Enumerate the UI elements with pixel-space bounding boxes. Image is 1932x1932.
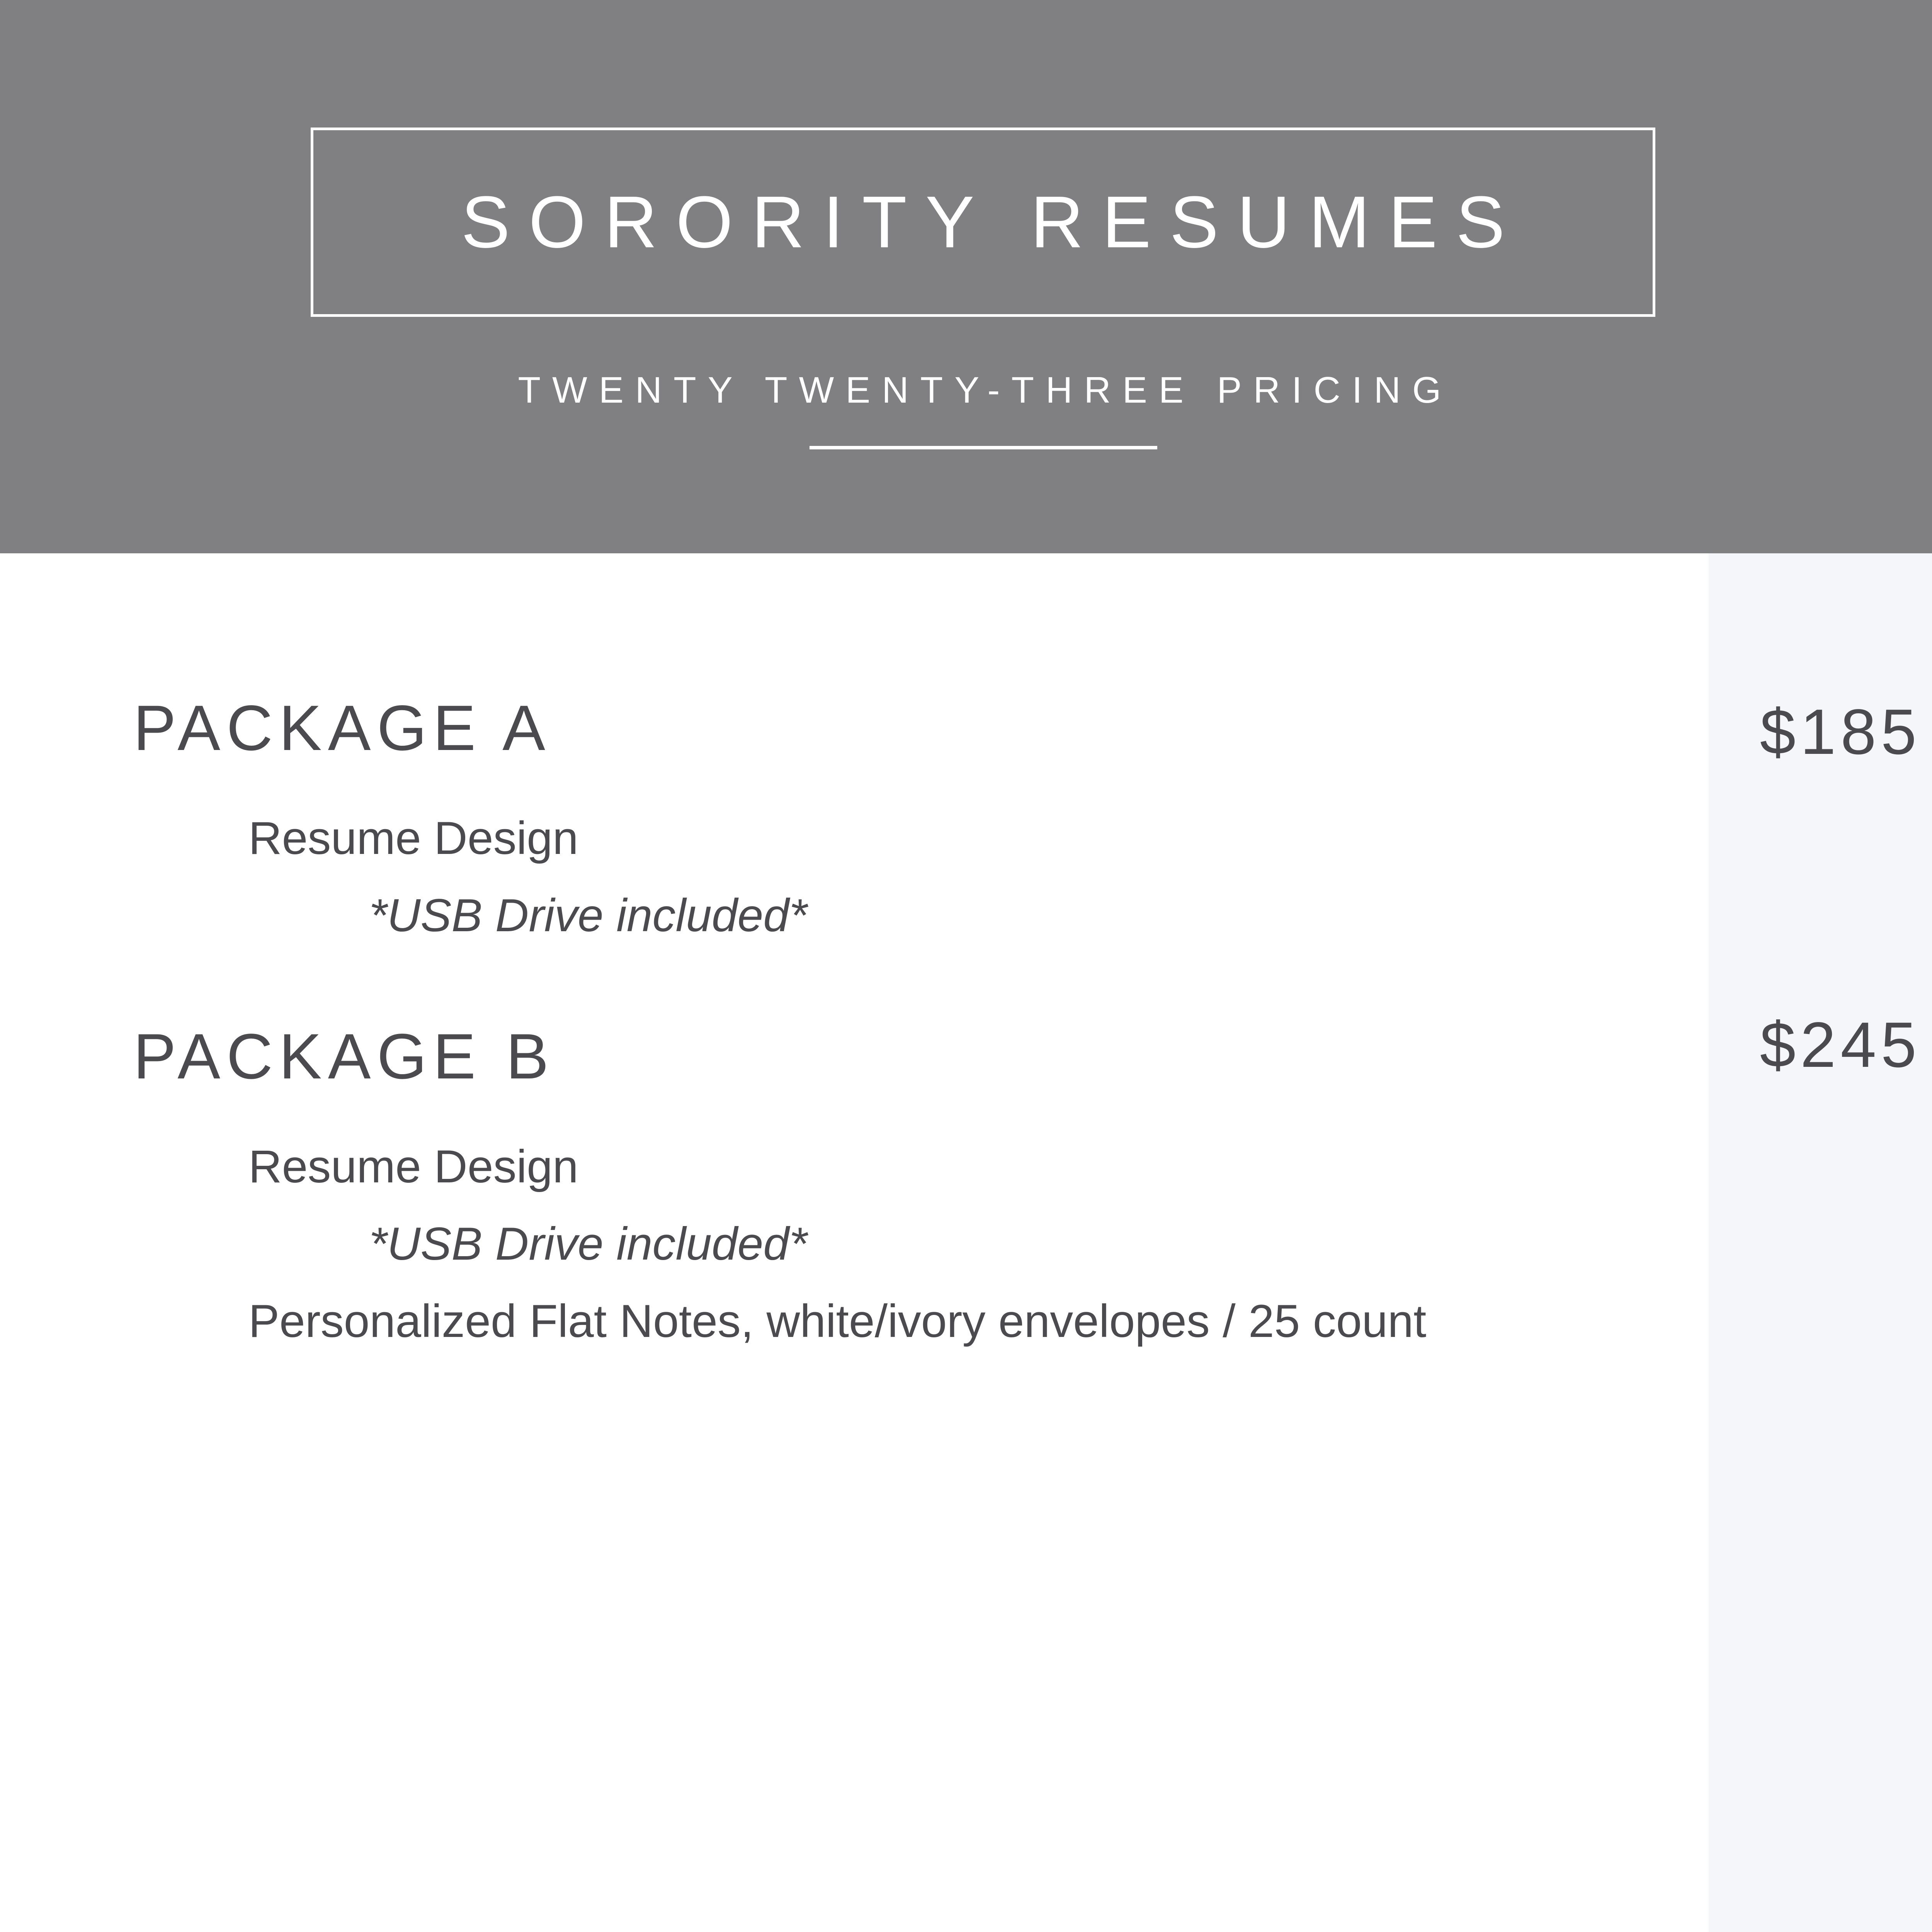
package-b-item-resume-design: Resume Design [248,1141,578,1192]
page-subtitle: TWENTY TWENTY-THREE PRICING [518,369,1453,411]
page-title: SORORITY RESUMES [461,181,1524,263]
package-a-item-resume-design: Resume Design [248,812,578,864]
package-b-title: PACKAGE B [133,1021,555,1092]
title-frame [311,128,1655,317]
package-b-usb-note: *USB Drive included* [369,1218,807,1270]
package-a-price: $185 [1760,696,1921,768]
order-instructions [133,1926,1671,1932]
package-b-item-flat-notes: Personalized Flat Notes, white/ivory envelopes / 25 count [248,1295,1427,1347]
package-a-usb-note: *USB Drive included* [369,889,807,941]
instructions-line [133,1926,1671,1932]
header-band [0,0,1932,553]
subtitle-underline [810,446,1157,449]
package-a-title: PACKAGE A [133,692,551,764]
package-b-price: $245 [1760,1009,1921,1081]
